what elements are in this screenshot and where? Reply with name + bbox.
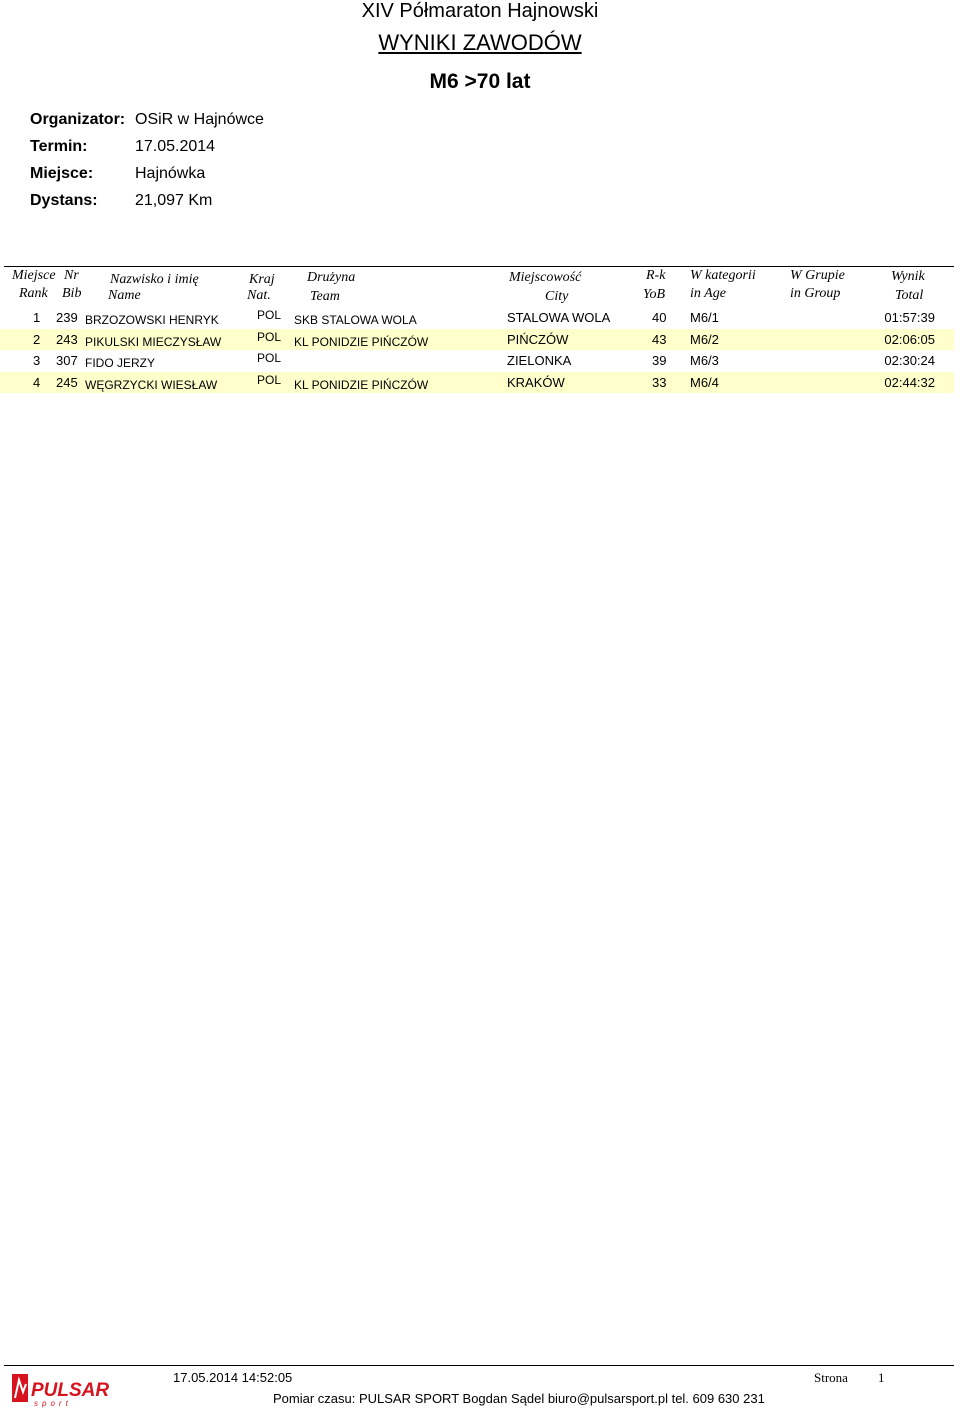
rank-cell: 2 (33, 332, 41, 347)
bib-cell: 243 (56, 332, 78, 347)
logo-subtext: sport (34, 1399, 72, 1408)
col-total-en: Total (895, 288, 924, 303)
yob-cell: 39 (652, 353, 667, 368)
col-name-en: Name (108, 288, 141, 303)
nat-cell: POL (257, 351, 282, 365)
total-cell: 01:57:39 (884, 310, 935, 325)
name-cell: BRZOZOWSKI HENRYK (85, 313, 219, 327)
footer-page-label: Strona (814, 1370, 848, 1385)
footer-page-number: 1 (878, 1370, 885, 1385)
table-row (0, 350, 954, 371)
date-label: Termin: (30, 138, 88, 155)
city-cell: STALOWA WOLA (507, 310, 611, 325)
bib-cell: 307 (56, 353, 78, 368)
col-team-en: Team (310, 289, 340, 304)
name-cell: FIDO JERZY (85, 356, 156, 370)
col-bib-pl: Nr (64, 268, 79, 283)
nat-cell: POL (257, 373, 282, 387)
col-rank-en: Rank (19, 286, 48, 301)
rank-cell: 3 (33, 353, 41, 368)
place-label: Miejsce: (30, 165, 94, 182)
nat-cell: POL (257, 308, 282, 322)
city-cell: KRAKÓW (507, 375, 565, 390)
rank-cell: 1 (33, 310, 41, 325)
footer-timing-credit: Pomiar czasu: PULSAR SPORT Bogdan Sądel biuro@pulsarsport.pl tel. 609 630 231 (273, 1391, 765, 1406)
col-total-pl: Wynik (891, 269, 925, 284)
col-nat-en: Nat. (247, 288, 271, 303)
category-title: M6 >70 lat (429, 70, 531, 93)
team-cell: KL PONIDZIE PIŃCZÓW (294, 335, 429, 349)
total-cell: 02:06:05 (884, 332, 935, 347)
team-cell: KL PONIDZIE PIŃCZÓW (294, 378, 429, 392)
col-group-pl: W Grupie (790, 268, 845, 283)
event-title: XIV Półmaraton Hajnowski (361, 0, 599, 22)
results-title: WYNIKI ZAWODÓW (378, 30, 582, 55)
distance-label: Dystans: (30, 192, 98, 209)
col-rank-pl: Miejsce (12, 268, 56, 283)
col-team-pl: Drużyna (307, 270, 356, 285)
total-cell: 02:30:24 (884, 353, 935, 368)
age-cell: M6/2 (690, 332, 719, 347)
total-cell: 02:44:32 (884, 375, 935, 390)
yob-cell: 40 (652, 310, 667, 325)
city-cell: ZIELONKA (507, 353, 572, 368)
header-divider (4, 266, 954, 267)
date-value: 17.05.2014 (135, 138, 216, 155)
yob-cell: 33 (652, 375, 667, 390)
col-nat-pl: Kraj (249, 272, 275, 287)
yob-cell: 43 (652, 332, 667, 347)
col-bib-en: Bib (62, 286, 82, 301)
table-row (0, 329, 954, 350)
distance-value: 21,097 Km (135, 192, 213, 209)
pulsar-logo (10, 1372, 120, 1408)
bib-cell: 245 (56, 375, 78, 390)
table-row (0, 307, 954, 328)
age-cell: M6/3 (690, 353, 719, 368)
col-age-pl: W kategorii (690, 268, 756, 283)
col-yob-pl: R-k (646, 268, 666, 283)
nat-cell: POL (257, 330, 282, 344)
name-cell: WĘGRZYCKI WIESŁAW (85, 378, 218, 392)
team-cell: SKB STALOWA WOLA (294, 313, 417, 327)
age-cell: M6/4 (690, 375, 719, 390)
logo-text: PULSAR (31, 1380, 110, 1401)
age-cell: M6/1 (690, 310, 719, 325)
organizer-label: Organizator: (30, 111, 126, 128)
col-age-en: in Age (690, 286, 726, 301)
organizer-value: OSiR w Hajnówce (135, 111, 264, 128)
bib-cell: 239 (56, 310, 78, 325)
city-cell: PIŃCZÓW (507, 332, 569, 347)
name-cell: PIKULSKI MIECZYSŁAW (85, 335, 222, 349)
col-name-pl: Nazwisko i imię (110, 272, 199, 287)
table-row (0, 372, 954, 393)
footer-divider (4, 1365, 954, 1366)
rank-cell: 4 (33, 375, 41, 390)
col-city-en: City (545, 289, 569, 304)
place-value: Hajnówka (135, 165, 206, 182)
col-group-en: in Group (790, 286, 841, 301)
footer-timestamp: 17.05.2014 14:52:05 (173, 1370, 293, 1385)
col-yob-en: YoB (643, 287, 666, 302)
col-city-pl: Miejscowość (509, 270, 582, 285)
